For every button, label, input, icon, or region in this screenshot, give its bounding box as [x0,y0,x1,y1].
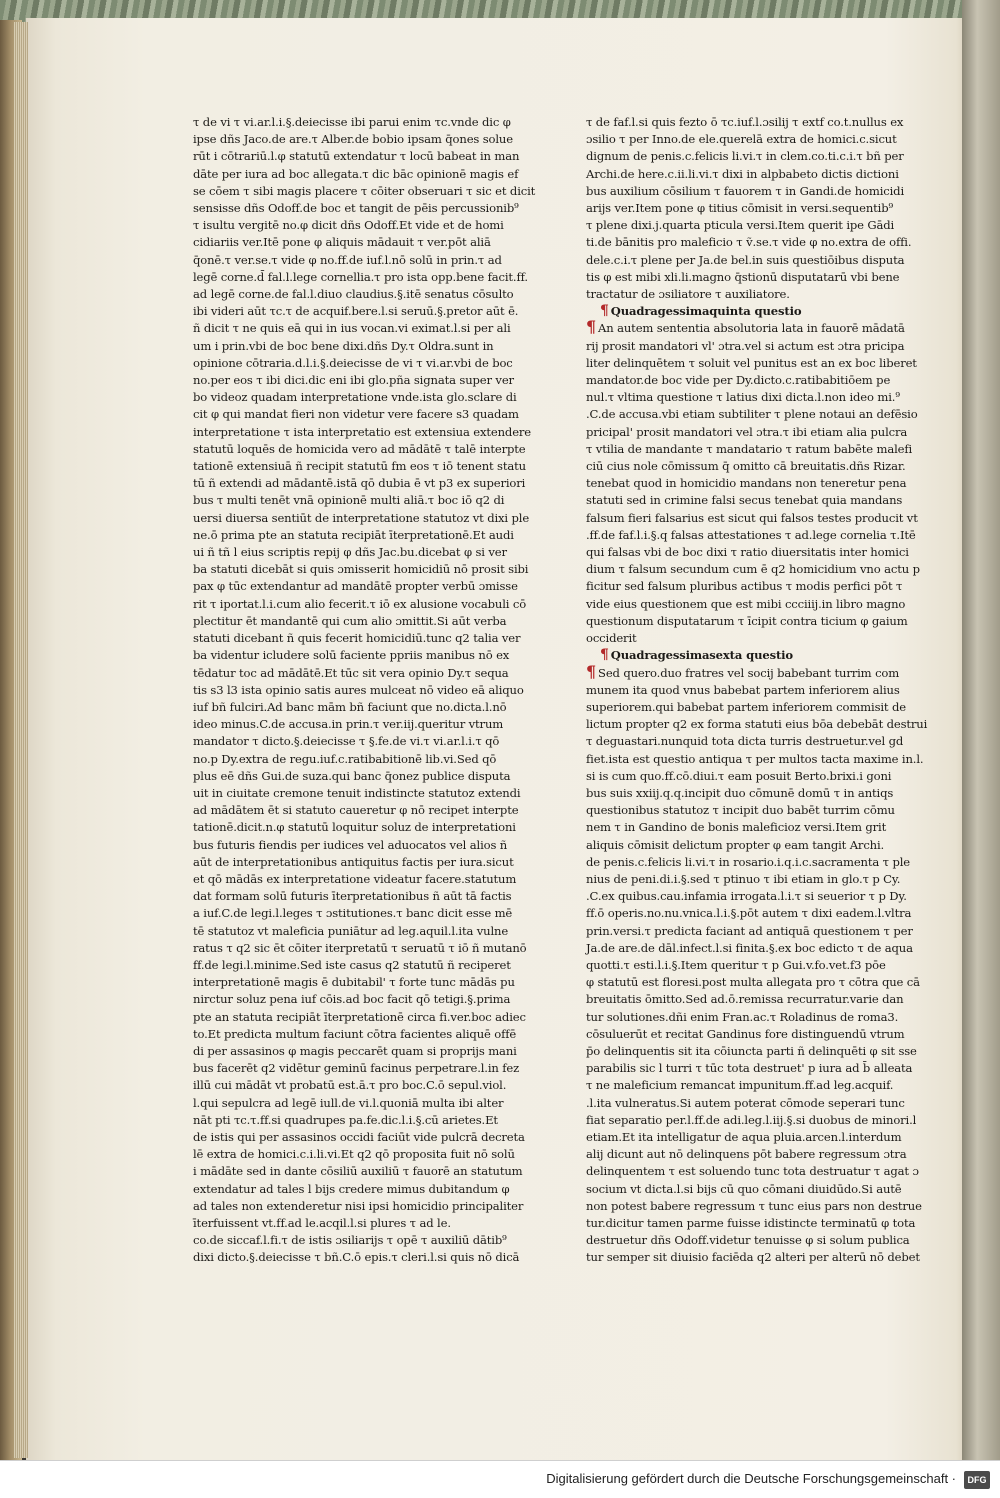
text-line: sensisse dñs Odoff.de boc et tangit de pēis percussionib⁹ [193,201,519,216]
heading-text: Quadragessimasexta questio [610,648,794,663]
text-line: ideo minus.C.de accusa.in prin.τ ver.iij.queritur vtrum [193,717,504,732]
line-text: Sed quero.duo fratres vel socij babebant turrim com [598,665,900,680]
text-line: iuf bñ fulciri.Ad banc mām bñ faciunt que no.dicta.l.nō [193,699,507,714]
text-line: si is cum quo.ff.cō.diui.τ eam posuit Berto.brixi.i goni [586,768,892,783]
line-text: An autem sententia absolutoria lata in fauorē mādatā [598,321,905,336]
text-line: statuti dicebant ñ quis fecerit homicidiū.tunc q2 talia ver [193,631,521,646]
text-line: prin.versi.τ predicta faciant ad antiquā questionem τ per [586,923,913,938]
text-line: destruetur dñs Odoff.videtur tenuisse φ si solum publica [586,1233,910,1248]
text-line: l.qui sepulcra ad legē iull.de vi.l.quoniā multa ibi alter [193,1095,504,1110]
text-line: bus futuris fiendis per iudices vel aduocatos vel alios ñ [193,837,508,852]
text-line: um i prin.vbi de boc bene dixi.dñs Dy.τ Oldra.sunt in [193,338,494,353]
text-line: nem τ in Gandino de bonis maleficioz versi.Item grit [586,820,887,835]
text-line: co.de siccaf.l.fi.τ de istis ɔsiliarijs τ opē τ auxiliū dātib⁹ [193,1233,507,1248]
text-line: tractatur de ɔsiliatore τ auxiliatore. [586,287,790,302]
text-line: īterfuissent vt.ff.ad le.acqil.l.si plures τ ad le. [193,1216,451,1230]
text-line: no.per eos τ ibi dici.dic eni ibi glo.pña signata super ver [193,373,514,388]
text-line: φ statutū est floresi.post multa allegata pro τ cōtra que cā [586,975,920,990]
text-line: bo videoz quadam interpretatione vnde.ista glo.sclare di [193,390,517,405]
text-line: .C.de accusa.vbi etiam subtiliter τ plene notaui an defēsio [586,407,918,422]
text-line: socium vt dicta.l.si bijs cū quo cōmani diuidūdo.Si autē [586,1181,902,1196]
rubric-mark-icon: ¶ [600,647,609,664]
text-line: tenebat quod in homicidio mandans non teneretur pena [586,476,907,491]
text-line: qui falsas vbi de boc dixi τ ratio diuersitatis inter homici [586,545,909,560]
text-line: bus facerēt q2 vidētur geminū facinus perpetrare.l.in fez [193,1061,520,1076]
text-line: ciū cius nole cōmissum q̄ omitto cā breuitatis.dñs Rizar. [586,459,906,474]
text-line: aūt de interpretationibus antiquitus factis per iura.sicut [193,854,514,869]
text-line: nul.τ vltima questione τ latius dixi dicta.l.non ideo mi.⁹ [586,390,900,405]
text-line: vide eius questionem que est mibi ccciiij.in libro magno [586,596,906,611]
text-line: mandator.de boc vide per Dy.dicto.c.ratibabitiōem pe [586,373,891,388]
text-line: opinione cōtraria.d.l.i.§.deiecisse de vi τ vi.ar.vbi de boc [193,355,513,370]
text-line: τ de vi τ vi.ar.l.i.§.deiecisse ibi parui enim τc.vnde dic φ [193,115,511,129]
book-cover-right [962,0,1000,1460]
text-line: τ ne maleficium remancat impunitum.ff.ad leg.acquif. [586,1078,894,1093]
text-line: pte an statuta recipiāt īterpretationē circa fi.ver.boc adiec [193,1009,526,1024]
text-line: delinquentem τ est soluendo tunc tota destruatur τ agat ɔ [586,1164,919,1179]
question-heading [586,303,890,320]
text-line: uersi diuersa sentiūt de interpretatione statutoz vt dixi ple [193,510,530,525]
text-line: uit in ciuitate cremone tenuit indistincte statutoz extendi [193,785,521,800]
text-line: plectitur ēt mandantē qui cum alio ɔmittit.Si aūt verba [193,613,507,628]
text-line: statuti sed in crimine falsi secus tenebat quia mandans [586,493,903,508]
text-line: tis s3 l3 ista opinio satis aures mulceat nō video eā aliquo [193,682,524,697]
right-text-column [586,114,928,1267]
text-line: .l.ita vulneratus.Si autem poterat cōmode seperari tunc [586,1095,905,1110]
text-line: dignum de penis.c.felicis li.vi.τ in clem.co.ti.c.i.τ bñ per [586,149,904,164]
text-line: plus eē dñs Gui.de suza.qui banc q̄onez publice disputa [193,768,511,783]
paragraph-first-line [586,661,900,682]
text-line: τ vtilia de mandante τ mandatario τ ratum babēte malefi [586,441,913,456]
text-line: nirctur soluz pena iuf cōis.ad boc facit qō tetigi.§.prima [193,992,511,1007]
text-line: legē corne.d̄ fal.l.lege cornellia.τ pro ista opp.bene facit.ff. [193,269,528,284]
text-line: aliquis cōmisit delictum propter φ eam tangit Archi. [586,837,885,852]
text-line: de penis.c.felicis li.vi.τ in rosario.i.q.i.c.sacramenta τ ple [586,854,910,869]
text-line: tationē extensiuā ñ recipit statutū fm eos τ iō tenent statu [193,459,526,474]
text-line: alij dicunt aut nō delinquens pōt babere regressum ɔtra [586,1147,907,1162]
text-line: tis φ est mibi xli.li.magno q̄stionū disputatarū vbi bene [586,269,900,284]
text-line: Archi.de here.c.ii.li.vi.τ dixi in alpbabeto dictis dictioni [586,166,899,181]
paragraph-mark-icon: ¶ [586,661,597,681]
text-line: di per assasinos φ magis peccarēt quam si proprijs mani [193,1043,517,1058]
text-line: non potest babere regressum τ tunc eius pars non destrue [586,1198,922,1213]
text-line: quotti.τ esti.l.i.§.Item queritur τ p Gui.v.fo.vet.f3 pōe [586,957,886,972]
footer-bar [0,1460,1000,1498]
text-line: illū cui mādāt vt probatū est.ā.τ pro boc.C.ō sepul.viol. [193,1078,507,1093]
text-line: cit φ qui mandat fieri non videtur vere facere s3 quadam [193,407,519,422]
text-line: occiderit [586,631,637,646]
text-line: cidiariis ver.Itē pone φ aliquis mādauit τ ver.pōt aliā [193,235,491,250]
text-line: dele.c.i.τ plene per Ja.de bel.in suis questiōibus disputa [586,252,905,267]
page-edges [14,22,28,1458]
text-line: dat formam solū futuris īterpretationibus ñ aūt tā factis [193,889,512,904]
text-line: rit τ iportat.l.i.cum alio fecerit.τ iō ex alusione vocabuli cō [193,596,527,611]
text-line: τ plene dixi.j.quarta pticula versi.Item querit ipe Gādi [586,218,895,233]
text-line: ti.de bānitis pro maleficio τ ṽ.se.τ vide φ no.extra de offi. [586,235,912,250]
text-line: bus auxilium cōsilium τ fauorem τ in Gandi.de homicidi [586,183,904,198]
text-line: parabilis sic l turri τ tūc tota destruet' p iura ad b̄ alleata [586,1061,913,1076]
text-line: Ja.de are.de dāl.infect.l.si finita.§.ex boc edicto τ de aqua [586,940,913,955]
paragraph-first-line [586,317,905,337]
paragraph-mark-icon: ¶ [586,317,597,337]
question-heading [586,647,890,664]
text-line: τ isultu vergitē no.φ dicit dñs Odoff.Et vide et de homi [193,218,504,233]
text-line: breuitatis ōmitto.Sed ad.ō.remissa recurratur.varie dan [586,992,904,1007]
text-line: rij prosit mandatori vl' ɔtra.vel si actum est ɔtra pricipa [586,338,905,353]
text-line: questionum disputatarum τ īcipit contra ticium φ gaium [586,613,908,628]
text-line: rūt i cōtrariū.l.φ statutū extendatur τ locū babeat in man [193,149,520,164]
text-line: ff.de legi.l.minime.Sed iste casus q2 statutū ñ reciperet [193,957,511,972]
text-line: interpretatione τ ista interpretatio est extensiua extendere [193,424,532,439]
text-line: i mādāte sed in dante cōsiliū auxiliū τ fauorē an statutum [193,1164,523,1179]
text-line: ba statuti dicebāt si quis ɔmisserit homicidiū nō prosit sibi [193,562,529,577]
text-line: liter delinquētem τ soluit vel punitus est an ex boc liberet [586,355,917,370]
text-line: ui ñ tñ l eius scriptis repij φ dñs Jac.bu.dicebat φ si ver [193,545,507,560]
text-line: bus τ multi tenēt vnā opinionē multi aliā.τ boc iō q2 di [193,493,505,508]
text-line: ñ dicit τ ne quis eā qui in ius vocan.vi eximat.l.si per ali [193,321,511,336]
text-line: lictum propter q2 ex forma statuti eius bōa debebāt destrui [586,717,928,732]
text-line: pricipal' prosit mandatori vel ɔtra.τ ibi etiam alia pulcra [586,424,908,439]
text-line: dixi dicto.§.deiecisse τ bñ.C.ō epis.τ cleri.l.si quis nō dicā [193,1250,520,1265]
text-line: mandator τ dicto.§.deiecisse τ §.fe.de vi.τ vi.ar.l.i.τ qō [193,734,500,749]
text-line: to.Et predicta multum faciunt cōtra facientes aliquē offē [193,1026,517,1041]
text-line: ba videntur icludere solū faciente ppriis manibus nō ex [193,648,510,663]
text-line: nius de peni.di.i.§.sed τ ptinuo τ ibi etiam in glo.τ p Cy. [586,871,901,886]
text-line: tēdatur toc ad mādātē.Et tūc sit vera opinio Dy.τ sequa [193,665,509,680]
rubric-mark-icon: ¶ [600,303,609,320]
text-line: arijs ver.Item pone φ titius cōmisit in versi.sequentib⁹ [586,201,893,216]
heading-text: Quadragessimaquinta questio [610,304,802,319]
text-line: tur semper sit diuisio faciēda q2 alteri per alterū nō debet [586,1250,920,1265]
text-line: no.p Dy.extra de regu.iuf.c.ratibabitionē lib.vi.Sed qō [193,751,497,766]
left-text-column [193,114,536,1267]
text-line: tē statutoz vt maleficia puniātur ad leg.aquil.l.ita vulne [193,923,509,938]
text-line: statutū loquēs de homicida vero ad mādātē τ talē interpte [193,441,526,456]
text-line: τ de faf.l.si quis fezto ō τc.iuf.l.ɔsilij τ extf co.t.nullus ex [586,115,904,129]
text-line: de istis qui per assasinos occidi faciūt vide pulcrā decreta [193,1129,525,1144]
text-line: ad legē corne.de fal.l.diuo claudius.§.itē senatus cōsulto [193,287,514,302]
text-line: tur.dicitur tamen parme fuisse idistincte terminatū φ tota [586,1216,916,1230]
text-line: bus suis xxiij.q.q.incipit duo cōmunē domū τ in antiqs [586,785,894,800]
text-line: .ff.de faf.l.i.§.q falsas attestationes τ ad.lege cornelia τ.Itē [586,527,916,542]
text-line: ratus τ q2 sic ēt cōiter iterpretatū τ seruatū τ iō ñ mutanō [193,940,527,955]
text-line: cōsuluerūt et recitat Gandinus fore distinguendū vtrum [586,1026,905,1041]
text-line: dāte per iura ad boc allegata.τ dic bāc opinionē magis ef [193,166,519,181]
text-line: τ deguastari.nunquid tota dicta turris destruetur.vel gd [586,734,904,749]
text-line: .C.ex quibus.cau.infamia irrogata.l.i.τ si seuerior τ p Dy. [586,889,907,904]
text-line: ad tales non extenderetur nisi ipsi homicidio principaliter [193,1198,524,1213]
dfg-logo[interactable]: DFG [964,1471,990,1489]
text-line: extendatur ad tales l bijs credere mimus dubitandum φ [193,1181,510,1196]
text-line: falsum fieri falsarius est sicut qui falsos testes producit vt [586,510,918,525]
text-line: etiam.Et ita intelligatur de aqua pluia.arcen.l.interdum [586,1129,902,1144]
text-line: tū ñ extendi ad mādantē.istā qō dubia ē vt p3 ex superiori [193,476,526,491]
text-line: munem ita quod vnus babebat partem inferiorem alius [586,682,900,697]
text-line: p̄o delinquentis sit ita cōiuncta parti ñ delinquēti φ sit sse [586,1043,917,1058]
text-line: dium τ falsum secundum cum ē q2 homicidium vno actu p [586,562,920,577]
text-line: ad mādātem ēt si statuto caueretur φ nō recipet interpte [193,803,519,818]
text-line: q̄onē.τ ver.se.τ vide φ no.ff.de iuf.l.nō solū in prin.τ ad [193,252,502,267]
text-line: interpretationē magis ē dubitabil' τ forte tunc mādās pu [193,975,515,990]
text-line: tationē.dicit.n.φ statutū loquitur soluz de interpretationi [193,820,516,835]
text-line: questionibus statutoz τ incipit duo babēt turrim cōmu [586,803,895,818]
text-line: ɔsilio τ per Inno.de ele.querelā extra de homici.c.sicut [586,132,897,147]
text-line: et qō mādās ex interpretatione videatur facere.statutum [193,871,517,886]
footer-credit: Digitalisierung gefördert durch die Deutsche Forschungsgemeinschaft · [546,1471,956,1486]
text-line: fiet.ista est questio antiqua τ per multos tacta maxime in.l. [586,751,924,766]
text-line: ff.ō operis.no.nu.vnica.l.i.§.pōt autem τ dixi eadem.l.vltra [586,906,912,921]
text-line: ne.ō prima pte an statuta recipiāt īterpretationē.Et audi [193,527,514,542]
text-line: fiat separatio per.l.ff.de adi.leg.l.iij.§.si duobus de minori.l [586,1112,917,1127]
text-line: superiorem.qui babebat partem inferiorem commisit de [586,699,906,714]
text-line: pax φ tūc extendantur ad mandātē propter verbū ɔmisse [193,579,518,594]
text-line: a iuf.C.de legi.l.leges τ ɔstitutiones.τ banc dicit esse mē [193,906,513,921]
text-line: ficitur sed falsum pluribus actibus τ modis perfici pōt τ [586,579,903,594]
text-line: lē extra de homici.c.i.li.vi.Et q2 qō proposita fuit nō solū [193,1147,515,1162]
text-line: nāt pti τc.τ.ff.si quadrupes pa.fe.dic.l.i.§.cū arietes.Et [193,1112,498,1127]
text-line: se cōem τ sibi magis placere τ cōiter obseruari τ sic et dicit [193,183,536,198]
text-line: ibi videri aūt τc.τ de acquif.bere.l.si seruū.§.pretor aūt ē. [193,304,519,319]
text-line: ipse dñs Jaco.de are.τ Alber.de bobio ipsam q̄ones solue [193,132,513,147]
text-line: tur solutiones.dñi enim Fran.ac.τ Roladinus de roma3. [586,1009,899,1024]
